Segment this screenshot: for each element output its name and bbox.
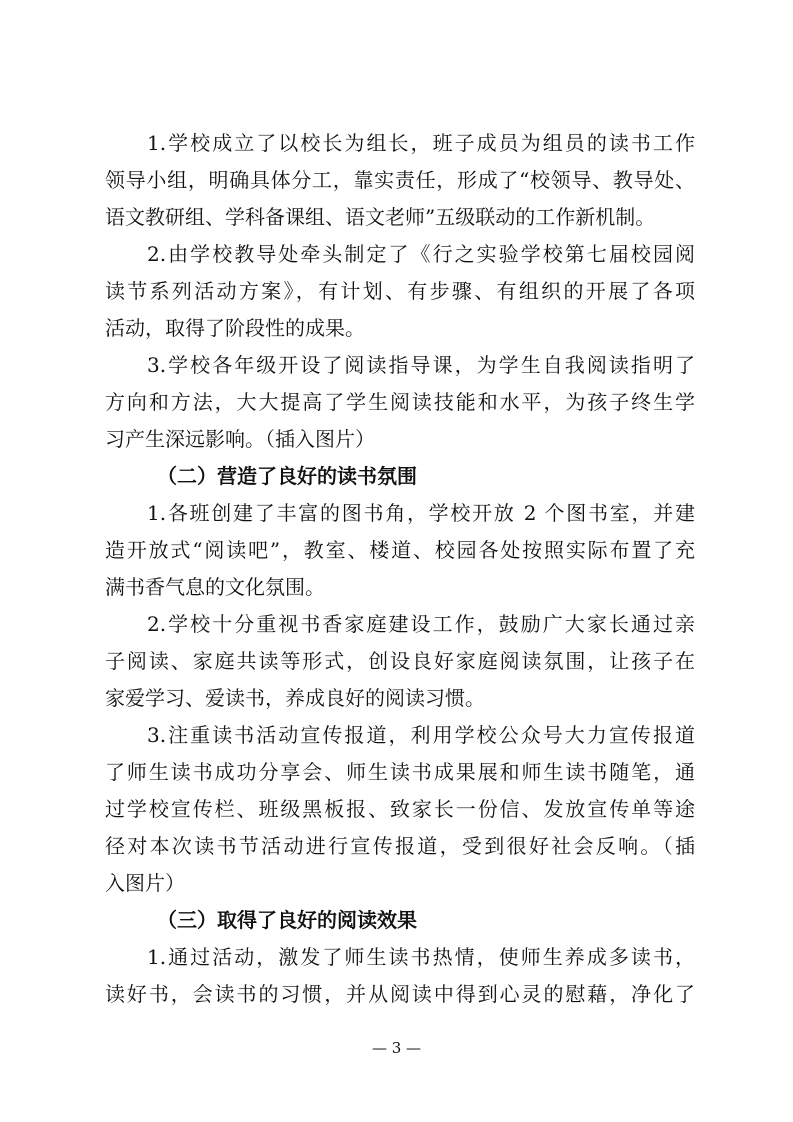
paragraph: [105, 125, 695, 236]
text-line: 领导小组，明确具体分工，靠实责任，形成了“校领导、教导处、: [105, 168, 695, 192]
text-line: 满书香气息的文化氛围。: [105, 575, 325, 599]
paragraph: [105, 939, 695, 1013]
paragraph: [105, 717, 695, 902]
text-line: 家爱学习、爱读书，养成良好的阅读习惯。: [105, 686, 485, 710]
text-line: 造开放式“阅读吧”，教室、楼道、校园各处按照实际布置了充: [105, 538, 695, 562]
text-line: 读节系列活动方案》，有计划、有步骤、有组织的开展了各项: [105, 279, 695, 303]
text-line: 1.学校成立了以校长为组长，班子成员为组员的读书工作: [147, 131, 695, 155]
text-line: 方向和方法，大大提高了学生阅读技能和水平，为孩子终生学: [105, 390, 695, 414]
text-line: 2.由学校教导处牵头制定了《行之实验学校第七届校园阅: [147, 242, 695, 266]
paragraph: [105, 347, 695, 458]
text-line: 习产生深远影响。（插入图片）: [105, 427, 375, 451]
text-line: 读好书，会读书的习惯，并从阅读中得到心灵的慰藉，净化了: [105, 982, 695, 1006]
text-line: 过学校宣传栏、班级黑板报、致家长一份信、发放宣传单等途: [105, 797, 695, 821]
section-heading: [105, 458, 695, 495]
text-line: 3.注重读书活动宣传报道，利用学校公众号大力宣传报道: [147, 723, 695, 747]
text-line: 活动，取得了阶段性的成果。: [105, 316, 365, 340]
section-heading: [105, 902, 695, 939]
text-line: 语文教研组、学科备课组、语文老师”五级联动的工作新机制。: [105, 205, 656, 229]
text-line: 子阅读、家庭共读等形式，创设良好家庭阅读氛围，让孩子在: [105, 649, 695, 673]
paragraph: [105, 495, 695, 606]
text-line: （二）营造了良好的读书氛围: [157, 464, 417, 488]
paragraph: [105, 606, 695, 717]
text-line: 1.通过活动，激发了师生读书热情，使师生养成多读书，: [147, 945, 695, 969]
text-line: 2.学校十分重视书香家庭建设工作，鼓励广大家长通过亲: [147, 612, 695, 636]
text-line: 入图片）: [105, 871, 185, 895]
text-line: （三）取得了良好的阅读效果: [157, 908, 417, 932]
page-number: — 3 —: [371, 1039, 422, 1057]
text-line: 3.学校各年级开设了阅读指导课，为学生自我阅读指明了: [147, 353, 695, 377]
paragraph: [105, 236, 695, 347]
text-line: 1.各班创建了丰富的图书角，学校开放 2 个图书室，并建: [147, 501, 695, 525]
text-line: 径对本次读书节活动进行宣传报道，受到很好社会反响。（插: [105, 834, 695, 858]
text-line: 了师生读书成功分享会、师生读书成果展和师生读书随笔，通: [105, 760, 695, 784]
document-body: [105, 125, 695, 1013]
